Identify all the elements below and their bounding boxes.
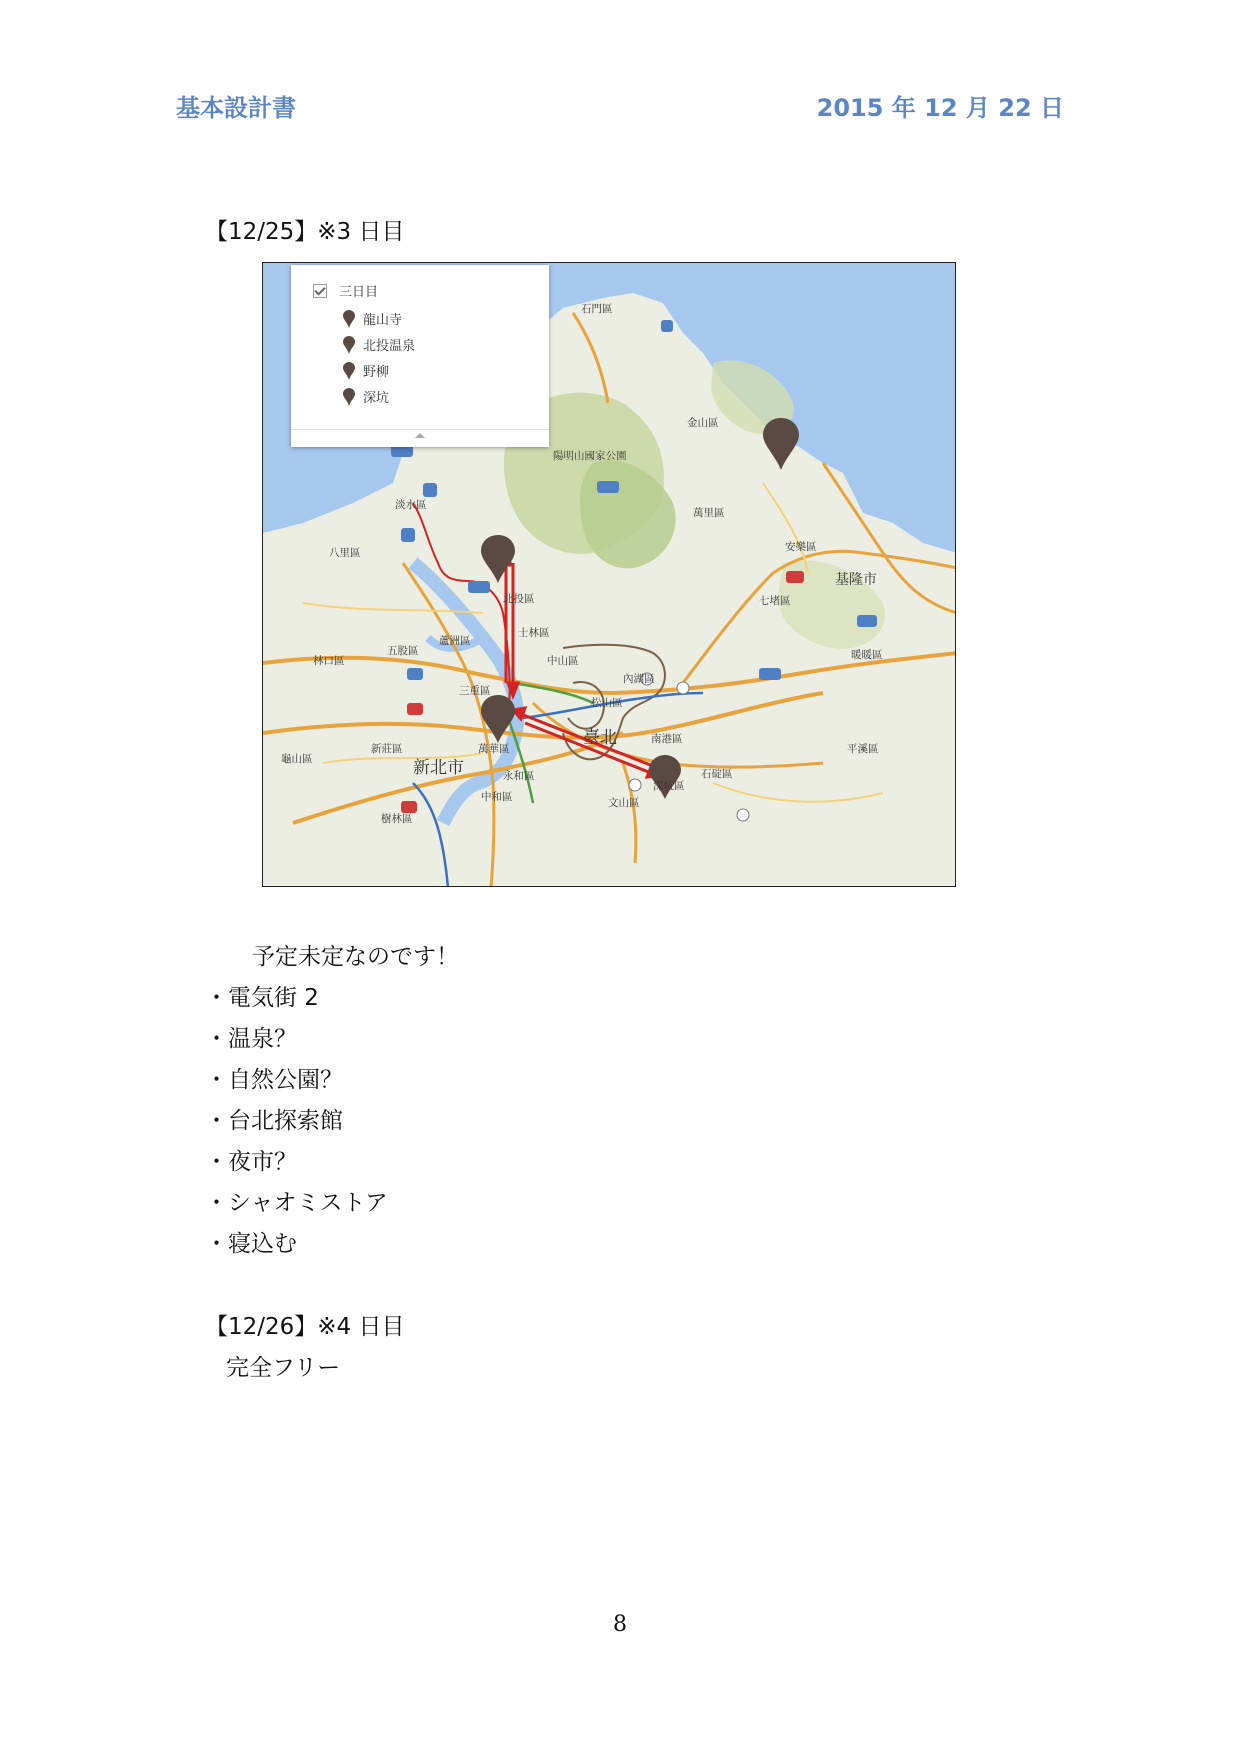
list-item: ・温泉？ [205, 1026, 297, 1052]
legend-item-label: 深坑 [363, 391, 390, 406]
map-legend [291, 265, 549, 447]
layer-checkbox[interactable] [313, 284, 327, 298]
day3-heading: 【12/25】※3 日目 [205, 219, 405, 245]
list-item: ・シャオミストア [205, 1190, 388, 1216]
label-yangmingshan: 陽明山國家公園 [553, 450, 627, 462]
day3-intro: 予定未定なのです！ [252, 944, 459, 970]
label-sanchong: 三重區 [459, 685, 491, 697]
label-yonghe: 永和區 [503, 770, 535, 782]
map-pin-icon [343, 336, 355, 354]
document-date: 2015 年 12 月 22 日 [816, 94, 1064, 122]
label-newtaipei: 新北市 [413, 758, 464, 778]
day4-heading: 【12/26】※4 日目 [205, 1314, 405, 1340]
map-pin-icon [343, 362, 355, 380]
list-item: ・電気街 2 [205, 985, 319, 1011]
legend-item[interactable] [343, 387, 389, 406]
label-luzhou: 蘆洲區 [439, 635, 471, 647]
legend-divider [291, 429, 549, 430]
label-wanli: 萬里區 [693, 507, 725, 519]
label-jinshan: 金山區 [687, 417, 719, 429]
label-tamsui: 淡水區 [395, 499, 427, 511]
list-item: ・寝込む [205, 1231, 297, 1257]
label-wugu: 五股區 [387, 645, 419, 657]
day4-note: 完全フリー [226, 1355, 341, 1381]
label-shilin: 士林區 [518, 627, 550, 639]
legend-title: 三日目 [339, 285, 379, 300]
page-number: 8 [613, 1612, 627, 1637]
legend-item[interactable] [343, 335, 415, 354]
label-shenkeng: 深坑區 [653, 780, 685, 792]
list-item: ・台北探索館 [205, 1108, 343, 1134]
legend-item[interactable] [343, 309, 402, 328]
label-shiding: 石碇區 [701, 768, 733, 780]
map-pin-icon [343, 310, 355, 328]
list-item: ・自然公園？ [205, 1067, 343, 1093]
label-guishan: 龜山區 [281, 753, 313, 765]
label-zhonghe: 中和區 [481, 791, 513, 803]
label-songshan: 松山區 [591, 697, 623, 709]
label-taipei: 臺北 [583, 728, 617, 748]
label-pingxi: 平溪區 [847, 743, 879, 755]
label-bali: 八里區 [329, 547, 361, 559]
legend-item[interactable] [343, 361, 389, 380]
label-beitou: 北投區 [503, 593, 535, 605]
legend-item-label: 龍山寺 [363, 313, 403, 328]
legend-item-label: 北投温泉 [363, 339, 416, 354]
map-pin-icon [343, 388, 355, 406]
label-qidu: 七堵區 [759, 595, 791, 607]
label-nuannuan: 暖暖區 [851, 649, 883, 661]
legend-item-label: 野柳 [363, 365, 390, 380]
route-map [262, 262, 956, 887]
label-wanhua: 萬華區 [478, 743, 510, 755]
document-title: 基本設計書 [176, 94, 296, 122]
list-item: ・夜市？ [205, 1149, 297, 1175]
label-linkou: 林口區 [313, 655, 345, 667]
label-nangang: 南港區 [651, 733, 683, 745]
label-wenshan: 文山區 [608, 797, 640, 809]
label-shulin: 樹林區 [381, 813, 413, 825]
label-zhongshan: 中山區 [547, 655, 579, 667]
label-anle: 安樂區 [785, 541, 817, 553]
label-neihu: 內湖區 [623, 673, 655, 685]
label-keelung: 基隆市 [835, 572, 877, 588]
collapse-caret-icon[interactable] [415, 433, 425, 438]
label-xinzhuang: 新莊區 [371, 743, 403, 755]
label-shimen: 石門區 [581, 303, 613, 315]
